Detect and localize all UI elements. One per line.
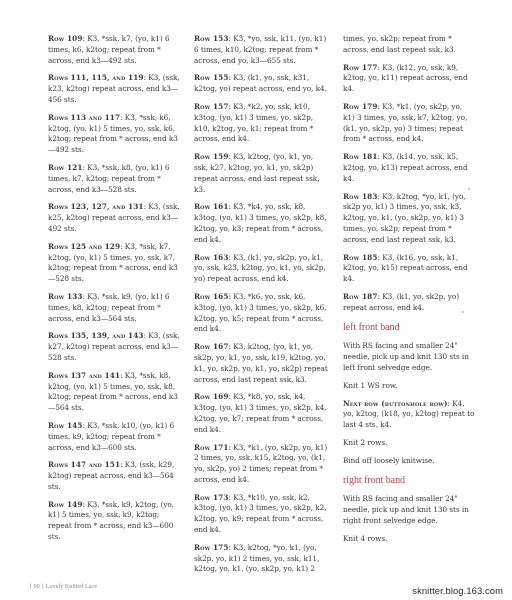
row-text: : K3, (ssk, k23, k2tog) repeat across, end k3—456 sts. (48, 73, 180, 104)
row-text: : K3, *k2, yo, ssk, k10, k3tog, (yo, k1) 3 times, yo, sk2p, k10, k2tog, yo, k1; repeat from * across, end k4. (194, 101, 314, 144)
pattern-row (194, 152, 328, 195)
row-text: : K3, *ssk, k6, k2tog, (yo, k1) 5 times, yo, ssk, k6, k2tog; repeat from * across, end k3—492 sts. (48, 112, 178, 155)
row-text: : K4, yo, k2tog, (k18, yo, k2tog) repeat to last 4 sts, k4. (343, 398, 475, 430)
row-text: : K3, *ssk, k7, k2tog, (yo, k1) 5 times, yo, ssk, k7, k2tog; repeat from * across, end k3—528 sts. (48, 241, 178, 284)
left-band-buttonhole-row (343, 399, 475, 431)
column-1 (48, 34, 180, 550)
left-band-instruction: Bind off loosely knitwise. (343, 455, 435, 465)
row-label: Row 169 (194, 392, 229, 402)
pattern-row (343, 34, 475, 56)
row-text: : K3, (ssk, k27, k2tog) repeat across, end k3—528 sts. (48, 331, 180, 362)
row-label: Rows 123, 127, and 131 (48, 202, 144, 212)
pattern-row (194, 253, 328, 285)
row-label: Rows 147 and 151 (48, 460, 121, 470)
left-front-band-heading: left front band (343, 321, 400, 333)
pattern-row (48, 113, 180, 156)
row-text: : K3, (ssk, k25, k2tog) repeat across, end k3—492 sts. (48, 202, 180, 233)
header-strip (0, 4, 512, 14)
row-label: Row 173 (194, 492, 229, 502)
row-text: : K3, (k14, yo, ssk, k5, k2tog, yo, k13) repeat across, end k4. (343, 152, 468, 183)
pattern-row (194, 292, 328, 335)
pattern-row (48, 421, 180, 453)
row-text: : K3, (k1, yo, sk2p, yo, k1, yo, ssk, k23, k2tog, yo, k1, yo, sk2p, yo) repeat across, end k4. (194, 252, 326, 284)
pattern-row (343, 292, 475, 314)
pattern-row (194, 34, 328, 66)
pattern-row (194, 202, 328, 245)
speck (468, 188, 470, 190)
watermark: sknitter.blog.163.com (412, 585, 503, 596)
left-band-instruction: With RS facing and smaller 24" needle, pick up and knit 130 sts in left front selvedge edge. (343, 341, 469, 372)
row-label: Row 159 (194, 152, 229, 162)
pattern-row (48, 163, 180, 195)
row-text: : K3, *ssk, k9, (yo, k1) 6 times, k8, k2tog; repeat from * across, end k3—564 sts. (48, 291, 170, 323)
pattern-row (343, 152, 475, 184)
column-3 (343, 34, 475, 551)
pattern-row (194, 342, 328, 385)
row-label: Row 185 (343, 252, 378, 262)
right-front-band-heading: right front band (343, 474, 405, 486)
row-label: Row 155 (194, 73, 229, 83)
row-label: Next row (buttonhole row) (343, 398, 448, 408)
pattern-row (194, 392, 328, 435)
page-footer: { 90 } Lovely Knitted Lace (29, 583, 97, 590)
row-text: : K3, (k1, yo, ssk, k31, k2tog, yo) repeat across, end yo, k4. (194, 73, 327, 94)
row-text: : K3, *ssk, k8, k2tog, (yo, k1) 5 times, yo, ssk, k8, k2tog; repeat from * across, end k3—564 sts. (48, 370, 178, 413)
row-label: Row 167 (194, 342, 229, 352)
row-label: Row 179 (343, 101, 378, 111)
row-label: Rows 135, 139, and 143 (48, 331, 144, 341)
row-label: Row 175 (194, 542, 229, 552)
row-text: times, yo, sk2p; repeat from * across, end last repeat ssk, k3. (343, 34, 456, 54)
pattern-row (343, 253, 475, 285)
row-text: : K3, (k1, yo, sk2p, yo) repeat across, end k4. (343, 291, 460, 312)
row-label: Row 171 (194, 442, 229, 452)
row-label: Rows 111, 115, and 119 (48, 73, 144, 83)
pattern-row (194, 543, 328, 575)
row-text: : K3, *k4, yo, ssk, k8, k3tog, (yo, k1) 3 times, yo, sk2p, k8, k2tog, yo, k3; repeat from * across, end k4. (194, 202, 327, 244)
row-text: : K3, *k1, (yo, sk2p, yo, k1) 2 times, yo, ssk, k15, k2tog, yo, (k1, yo, sk2p, yo) 2 times; repeat from * across, end k4. (194, 442, 328, 484)
row-label: Row 149 (48, 499, 83, 509)
row-label: Row 165 (194, 291, 229, 301)
row-text: : K3, (k12, yo, ssk, k9, k2tog, yo, k11) repeat across, end k4. (343, 62, 468, 94)
pattern-row (194, 493, 328, 536)
row-label: Row 133 (48, 291, 83, 301)
row-text: : K3, k2tog, (yo, k1, yo, sk2p, yo, k1, yo, ssk, k19, k2tog, yo, k1, yo, sk2p, yo, k1, yo, sk2p) repeat across, end last repeat ssk, k3. (194, 342, 328, 384)
column-2 (194, 34, 328, 582)
row-text: : K3, *k1, (yo, sk2p, yo, k1) 3 times, yo, ssk, k7, k2tog, yo, (k1, yo, sk2p, yo) 3 times; repeat from * across, end k4. (343, 101, 468, 144)
row-label: Rows 113 and 117 (48, 112, 121, 122)
row-text: : K3, (ssk, k29, k2tog) repeat across, end k3—564 sts. (48, 460, 175, 491)
row-text: : K3, *ssk, k10, (yo, k1) 6 times, k9, k2tog; repeat from * across, end k3—600 sts. (48, 420, 175, 452)
row-label: Row 187 (343, 291, 378, 301)
left-band-instruction: Knit 2 rows. (343, 437, 388, 447)
row-label: Row 157 (194, 101, 229, 111)
pattern-row (48, 331, 180, 363)
row-text: : K3, *k6, yo, ssk, k6, k3tog, (yo, k1) 3 times, yo, sk2p, k6, k2tog, yo, k5; repeat from * across, end k4. (194, 291, 327, 334)
pattern-row (343, 192, 475, 246)
row-label: Row 153 (194, 34, 229, 43)
row-label: Row 181 (343, 152, 378, 162)
pattern-row (194, 73, 328, 95)
row-text: : K3, k2tog, *yo, k1, (yo, sk2p, yo, k1) 2 times, yo, ssk, k11, k2tog, yo, k1, (yo, sk2p, yo, k1) 2 (194, 542, 320, 574)
speck (462, 311, 464, 313)
row-label: Row 177 (343, 62, 378, 72)
row-label: Row 109 (48, 34, 83, 43)
row-label: Rows 125 and 129 (48, 241, 121, 251)
pattern-row (48, 460, 180, 492)
row-text: : K3, k2tog, (yo, k1, yo, ssk, k27, k2tog, yo, k1, yo, sk2p) repeat across, end last repeat ssk, k3. (194, 152, 320, 194)
pattern-row (194, 443, 328, 486)
row-text: : K3, *k8, yo, ssk, k4, k3tog, (yo, k1) 3 times, yo, sk2p, k4, k2tog, yo, k7; repeat from * across, end k4. (194, 392, 327, 434)
row-label: Row 163 (194, 252, 229, 262)
row-text: : K3, k2tog, *yo, k1, (yo, sk2p yo, k1) 3 times, yo, ssk, k3, k2tog, yo, k1, (yo, sk2p, yo, k1) 3 times, yo, sk2p; repeat from * across, end last repeat ssk, k3. (343, 191, 466, 244)
row-label: Row 183 (343, 191, 378, 201)
pattern-row (48, 500, 180, 543)
row-label: Row 145 (48, 420, 83, 430)
pattern-row (343, 63, 475, 95)
right-band-instruction: Knit 4 rows. (343, 533, 388, 543)
pattern-row (48, 34, 180, 66)
row-text: : K3, *k10, yo, ssk, k2, k3tog, (yo, k1) 3 times, yo, sk2p, k2, k2tog, yo, k9; repeat from * across, end k4. (194, 492, 327, 535)
row-label: Row 121 (48, 162, 83, 172)
pattern-row (48, 202, 180, 234)
pattern-row (48, 73, 180, 105)
pattern-row (48, 371, 180, 414)
pattern-row (48, 242, 180, 285)
pattern-row (194, 102, 328, 145)
row-text: : K3, (k16, yo, ssk, k1, k2tog, yo, k15) repeat across, end k4. (343, 252, 468, 284)
row-label: Rows 137 and 141 (48, 370, 121, 380)
pattern-row (343, 102, 475, 145)
right-band-instruction: With RS facing and smaller 24" needle, pick up and knit 130 sts in right front selvedge edge. (343, 494, 469, 525)
column-3-rows (343, 34, 475, 314)
row-label: Row 161 (194, 202, 229, 212)
left-band-instruction: Knit 1 WS row. (343, 380, 398, 390)
row-text: : K3, *ssk, k8, (yo, k1) 6 times, k7, k2tog; repeat from * across, end k3—528 sts. (48, 162, 170, 194)
pattern-row (48, 292, 180, 324)
row-text: : K3, *ssk, k7, (yo, k1) 6 times, k6, k2tog; repeat from * across, end k3—492 sts. (48, 34, 170, 65)
row-text: : K3, *ssk, k9, k2tog, (yo, k1) 5 times, yo, ssk, k9, k2tog; repeat from * across, end k3—600 sts. (48, 499, 174, 542)
row-text: : K3, *yo, ssk, k11, (yo, k1) 6 times, k10, k2tog; repeat from * across, end yo, k3—655 sts. (194, 34, 327, 65)
